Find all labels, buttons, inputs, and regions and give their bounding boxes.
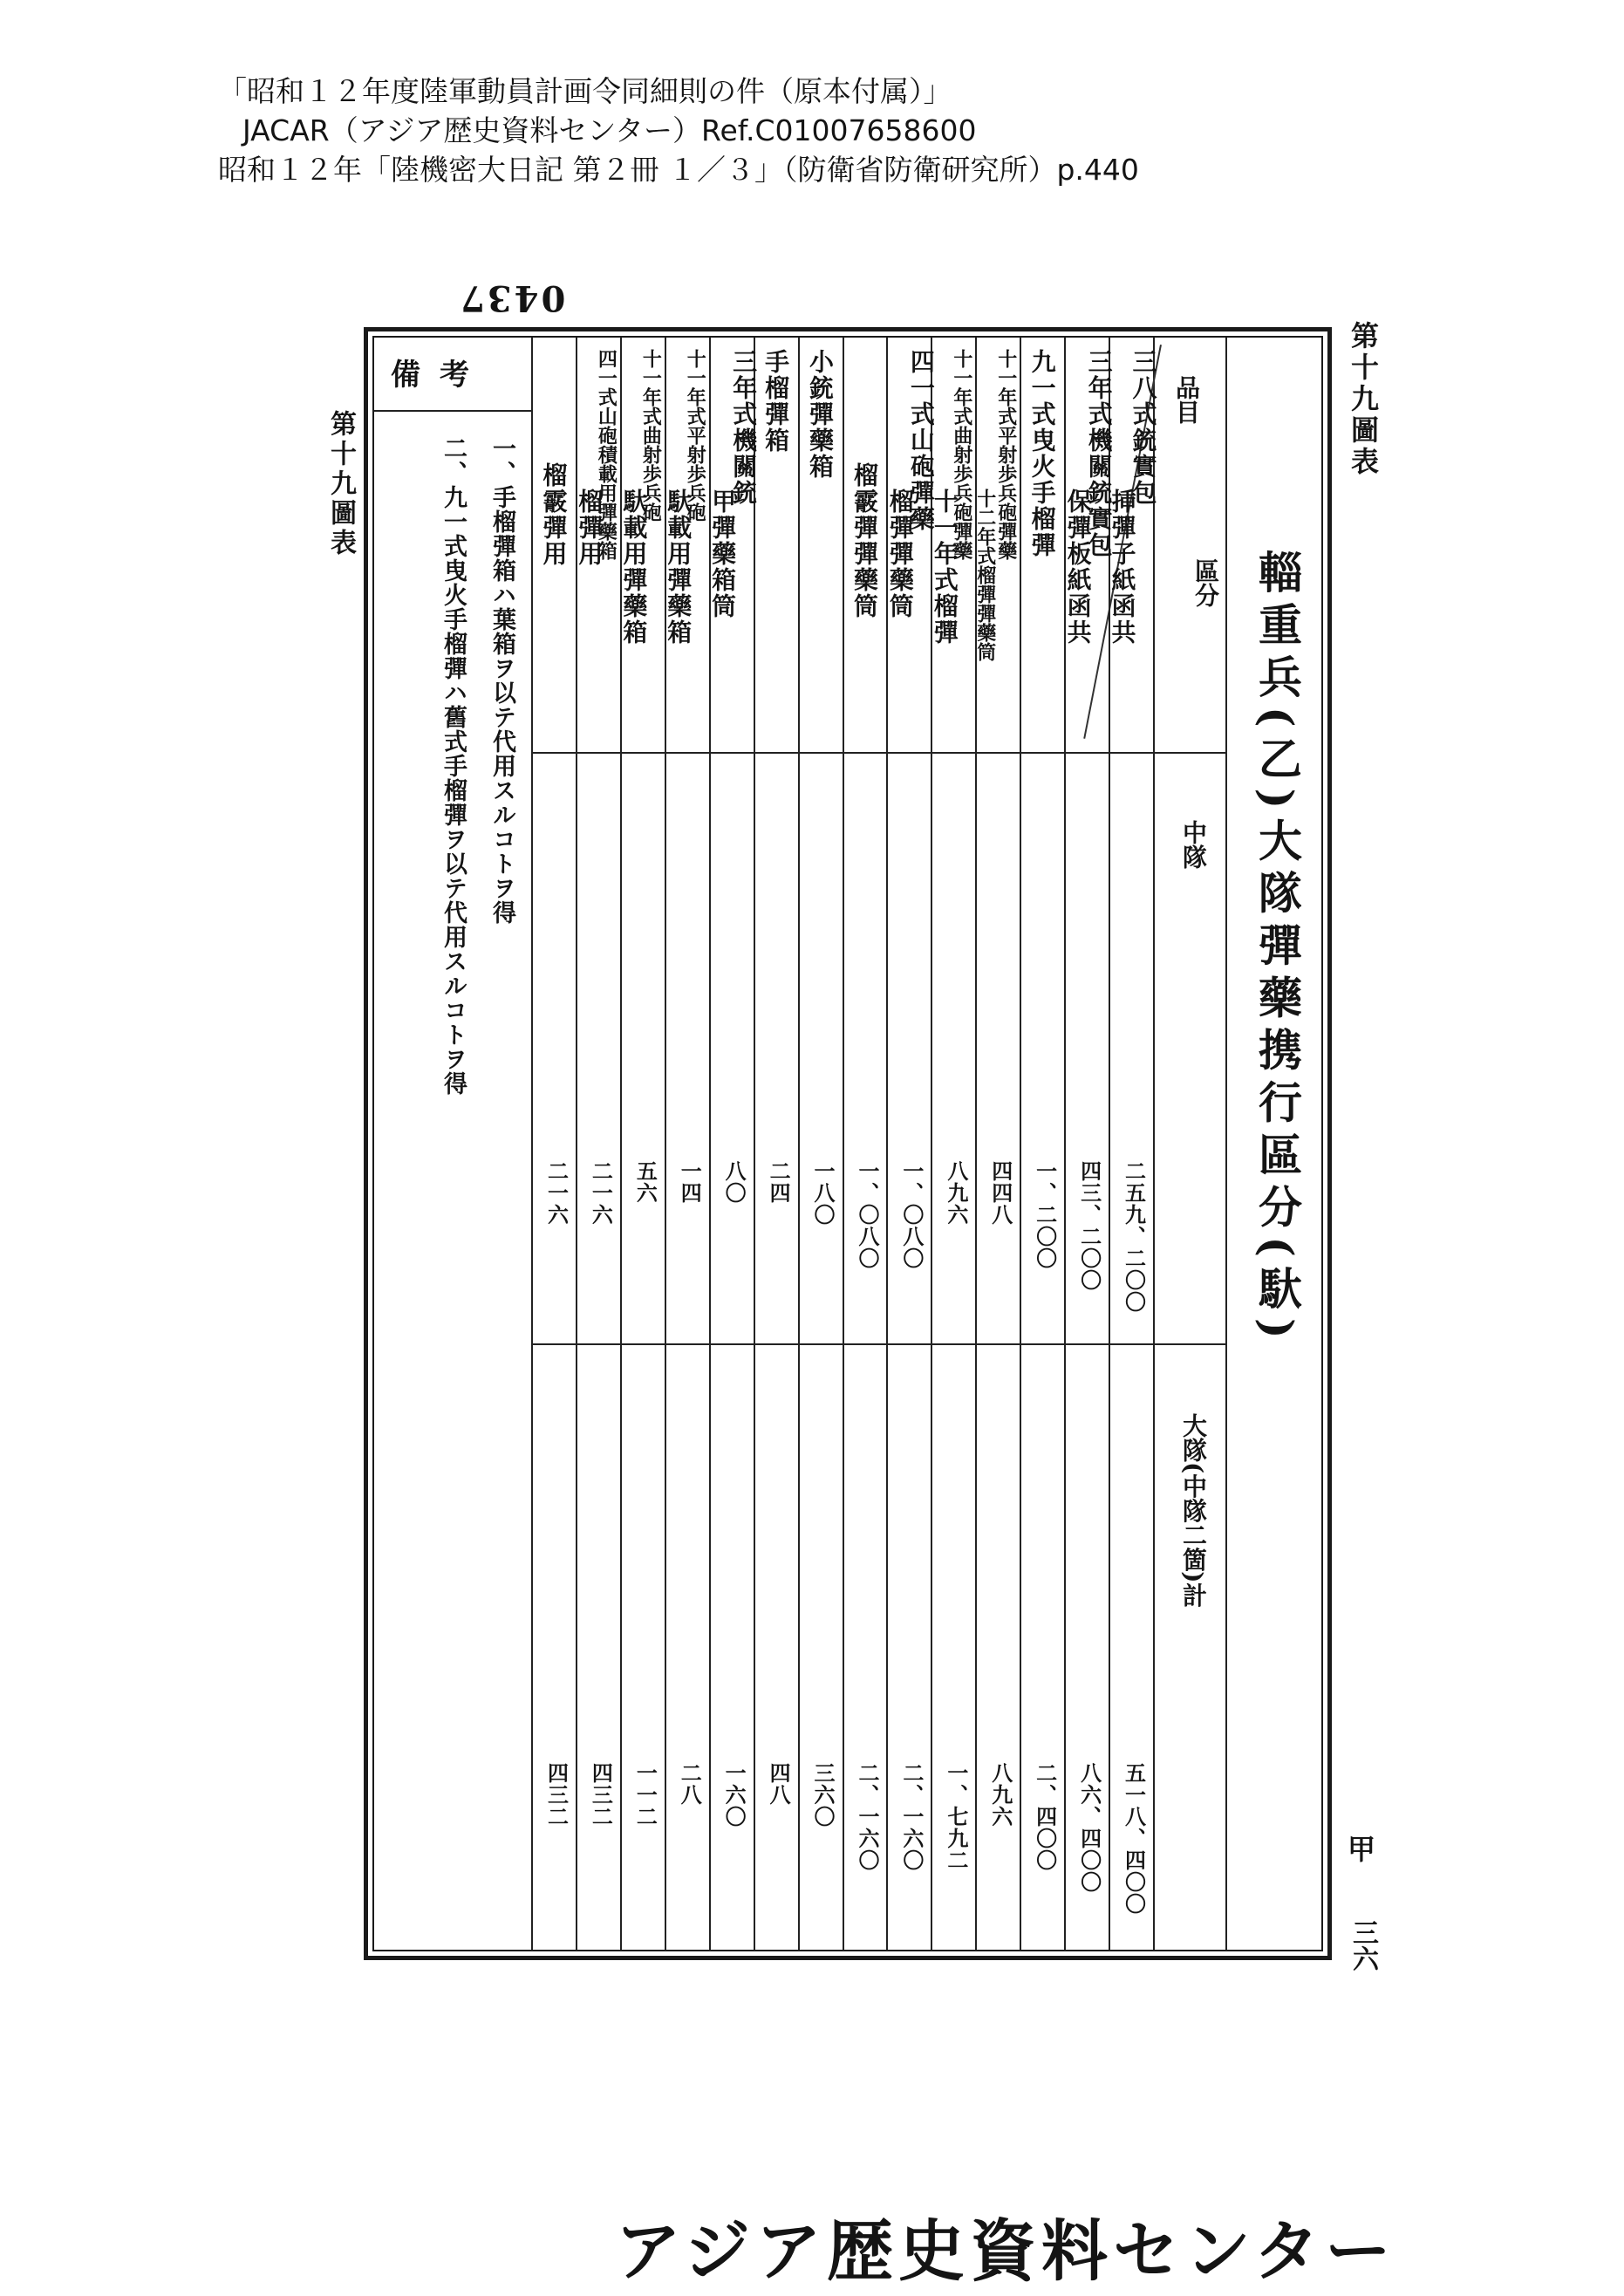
daitai-value: 八六、四〇〇 xyxy=(1076,1762,1102,1893)
daitai-value: 二八 xyxy=(677,1762,703,1806)
daitai-value: 四三二 xyxy=(588,1762,614,1828)
column-divider xyxy=(576,338,577,1950)
citation-line-1: 「昭和１２年度陸軍動員計画令同細則の件（原本付属）」 xyxy=(218,74,952,108)
citation-line-2: JACAR（アジア歴史資料センター）Ref.C01007658600 xyxy=(242,113,977,147)
header-division-label: 區分 xyxy=(1191,558,1220,607)
chutai-value: 二五九、二〇〇 xyxy=(1121,1160,1147,1313)
item-group-label: 手榴彈箱 xyxy=(761,349,791,454)
daitai-value: 二、一六〇 xyxy=(854,1762,880,1871)
daitai-value: 八九六 xyxy=(987,1762,1013,1828)
side-label-right: 第十九圖表 xyxy=(1347,321,1380,478)
chutai-value: 五六 xyxy=(632,1160,658,1204)
page-number-bottom: 三六 xyxy=(1348,1919,1378,1971)
column-divider xyxy=(1020,338,1021,1950)
chutai-value: 一、〇八〇 xyxy=(898,1160,925,1269)
header-daitai-label: 大隊(中隊二箇)計 xyxy=(1179,1413,1208,1608)
column-divider xyxy=(754,338,755,1950)
header-column-line xyxy=(1153,338,1155,1950)
chutai-value: 八九六 xyxy=(943,1160,969,1226)
citation-line-3: 昭和１２年「陸機密大日記 第２冊 １／３」（防衛省防衛研究所）p.440 xyxy=(218,153,1139,187)
item-sub-label: 保彈板紙函共 xyxy=(1063,489,1093,646)
chutai-value: 八〇 xyxy=(721,1160,747,1204)
item-group-label: 十一年式平射歩兵砲 xyxy=(684,349,707,522)
chutai-value: 一八〇 xyxy=(810,1160,836,1226)
jacar-footer-logo: アジア歴史資料センター xyxy=(615,2212,1396,2290)
chutai-value: 一、〇八〇 xyxy=(854,1160,880,1269)
daitai-value: 一六〇 xyxy=(721,1762,747,1828)
column-divider xyxy=(531,338,533,1950)
daitai-value: 四八 xyxy=(766,1762,792,1806)
item-group-label: 九一式曳火手榴彈 xyxy=(1027,349,1057,558)
item-sub-label: 馱載用彈藥箱 xyxy=(619,489,649,646)
column-divider xyxy=(843,338,844,1950)
chutai-value: 二一六 xyxy=(543,1160,570,1226)
item-sub-label: 甲彈藥箱筒 xyxy=(708,489,738,619)
chutai-value: 一四 xyxy=(677,1160,703,1204)
item-group-label: 十一年式平射歩兵砲彈藥 xyxy=(994,349,1018,560)
daitai-value: 一一二 xyxy=(632,1762,658,1828)
header-item-label: 品目 xyxy=(1172,375,1201,424)
daitai-value: 五一八、四〇〇 xyxy=(1121,1762,1147,1915)
remarks-label: 備考 xyxy=(391,358,488,393)
item-sub-label: 十二年式榴彈彈藥筒 xyxy=(973,489,997,661)
daitai-value: 二、四〇〇 xyxy=(1032,1762,1058,1871)
item-group-label: 四一式山砲彈藥 xyxy=(906,349,936,532)
item-sub-label: 十一年式榴彈 xyxy=(930,489,959,646)
chutai-value: 一、二〇〇 xyxy=(1032,1160,1058,1269)
page-stamp-number: 0437 xyxy=(458,277,566,318)
daitai-value: 一、七九二 xyxy=(943,1762,969,1871)
item-group-label: 四一式山砲積載用彈藥箱 xyxy=(595,349,618,560)
chutai-value: 四三、二〇〇 xyxy=(1076,1160,1102,1291)
item-group-label: 三年式機關銃 xyxy=(729,349,759,506)
item-group-label: 三年式機關銃實包 xyxy=(1084,349,1114,558)
item-group-label: 十一年式曲射歩兵砲 xyxy=(639,349,663,522)
item-sub-label: 挿彈子紙函共 xyxy=(1108,489,1137,646)
daitai-value: 四三二 xyxy=(543,1762,570,1828)
division-line xyxy=(1153,752,1225,754)
daitai-value: 三六〇 xyxy=(810,1762,836,1828)
remarks-header-line xyxy=(374,410,531,412)
title-separator xyxy=(1225,338,1227,1950)
item-sub-label: 榴彈用 xyxy=(575,489,604,567)
remark-note-2: 二、九一式曳火手榴彈ハ舊式手榴彈ヲ以テ代用スルコトヲ得 xyxy=(440,436,467,1096)
item-group-label: 三八式銃實包 xyxy=(1129,349,1158,506)
remark-note-1: 一、手榴彈箱ハ葉箱ヲ以テ代用スルコトヲ得 xyxy=(488,436,515,925)
chutai-value: 二一六 xyxy=(588,1160,614,1226)
item-group-label: 小銃彈藥箱 xyxy=(806,349,836,480)
item-sub-label: 榴霰彈彈藥筒 xyxy=(850,462,879,619)
column-divider xyxy=(798,338,800,1950)
item-sub-label: 榴霰彈用 xyxy=(539,462,569,567)
corner-mark: 甲 xyxy=(1348,1833,1376,1866)
chutai-bottom-line xyxy=(531,1343,1225,1345)
header-chutai-label: 中隊 xyxy=(1179,820,1208,869)
item-group-label: 十一年式曲射歩兵砲彈藥 xyxy=(950,349,973,560)
chutai-value: 四四八 xyxy=(987,1160,1013,1226)
chutai-value: 二四 xyxy=(766,1160,792,1204)
table-title: 輜重兵(乙)大隊彈藥携行區分(馱) xyxy=(1252,550,1303,1348)
item-sub-label: 榴彈彈藥筒 xyxy=(885,489,915,619)
item-sub-label: 馱載用彈藥箱 xyxy=(664,489,693,646)
citation-header xyxy=(218,72,1526,189)
daitai-value: 二、一六〇 xyxy=(898,1762,925,1871)
side-label-left: 第十九圖表 xyxy=(325,410,356,558)
